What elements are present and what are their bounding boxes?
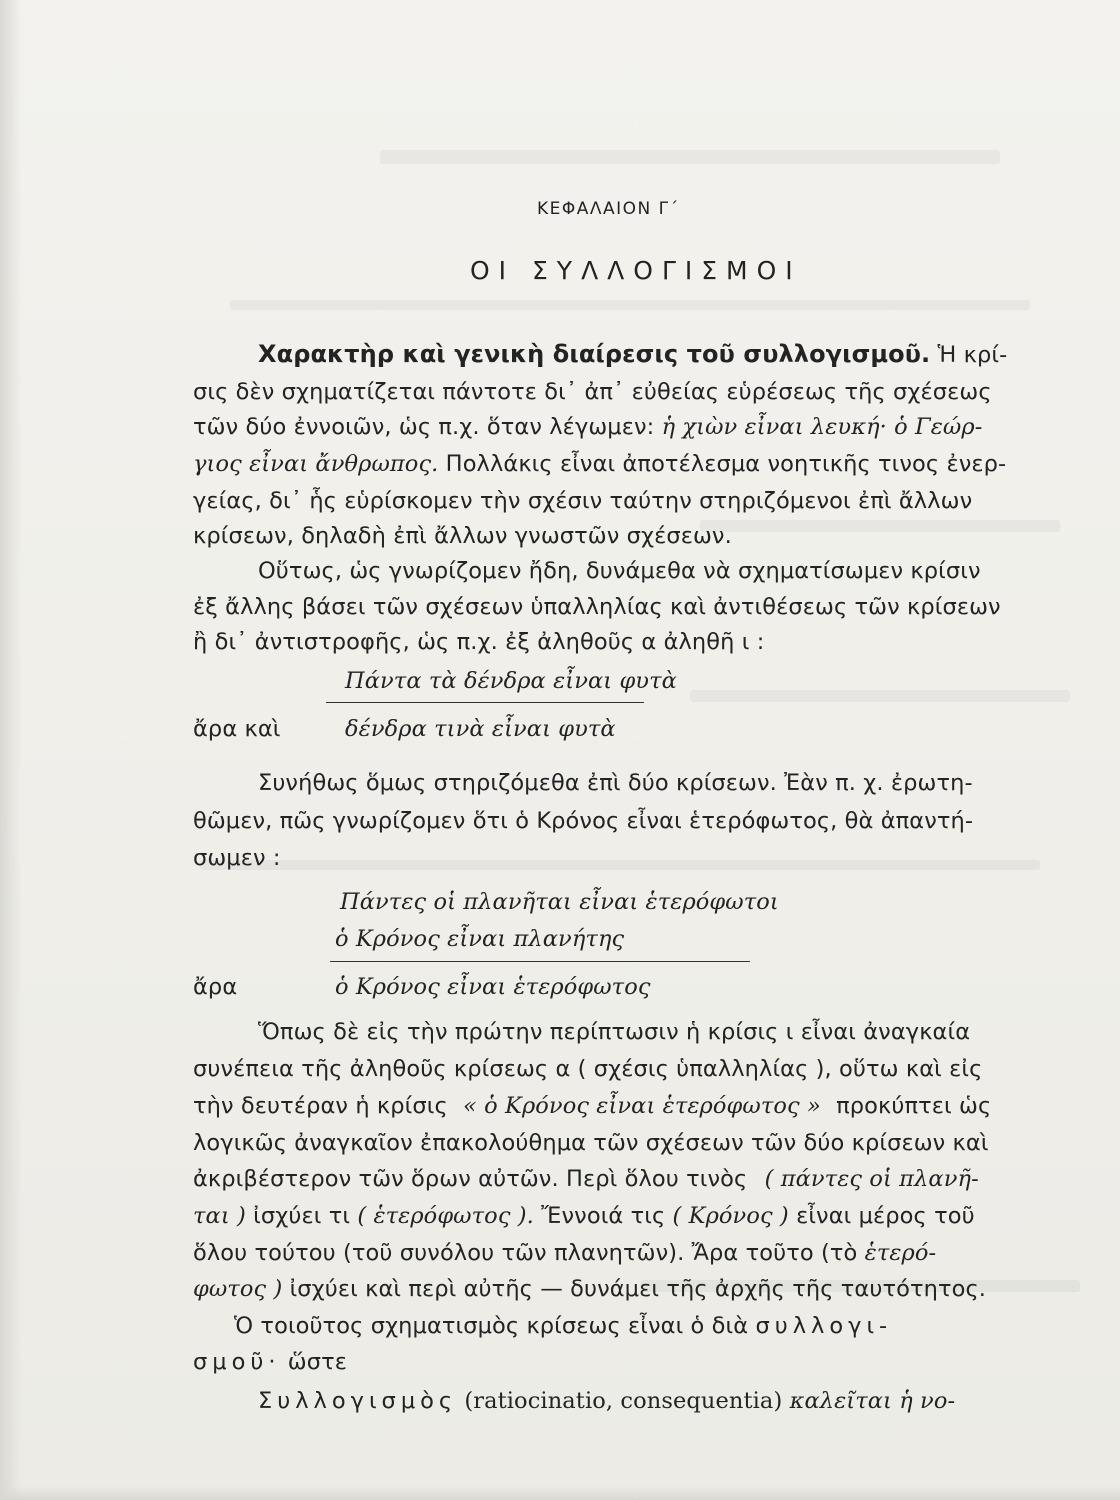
example-text: « ὁ Κρόνος εἶναι ἑτερόφωτος »	[463, 1093, 821, 1119]
para1-line2: σις δὲν σχηματίζεται πάντοτε δι᾽ ἀπ᾽ εὐθείας εὑρέσεως τῆς σχέσεως	[193, 379, 992, 405]
definition-term: Συλλογισμὸς	[258, 1388, 458, 1414]
latin-gloss: (ratiocinatio, consequentia)	[464, 1388, 783, 1414]
para4-line10	[193, 1351, 347, 1374]
syllogism2-rule	[330, 961, 750, 962]
para4-line1: Ὅπως δὲ εἰς τὴν πρώτην περίπτωσιν ἡ κρίσις ι εἶναι ἀναγκαία	[258, 1019, 971, 1045]
para2-line2: ἐξ ἄλλης βάσει τῶν σχέσεων ὑπαλληλίας καὶ ἀντιθέσεως τῶν κρίσεων	[193, 594, 1001, 620]
section-heading: Χαρακτὴρ καὶ γενικὴ διαίρεσις τοῦ συλλογισμοῦ.	[258, 340, 931, 368]
para1-line3	[193, 416, 982, 439]
example-text: γιος εἶναι ἄνθρωπος.	[193, 451, 439, 477]
para1-line6: κρίσεων, δηλαδὴ ἐπὶ ἄλλων γνωστῶν σχέσεων.	[193, 523, 732, 549]
para2-line3: ἢ δι᾽ ἀντιστροφῆς, ὡς π.χ. ἐξ ἀληθοῦς α ἀληθῆ ι :	[193, 629, 765, 655]
syllogism1-ara: ἄρα καὶ	[193, 716, 281, 742]
text-span: ὅλου τούτου (τοῦ συνόλου τῶν πλανητῶν). Ἄρα τοῦτο (τὸ	[193, 1240, 858, 1266]
para4-line6	[193, 1205, 975, 1228]
text-span: προκύπτει ὡς	[836, 1093, 992, 1119]
para1-line5: γείας, δι᾽ ἧς εὑρίσκομεν τὴν σχέσιν ταύτην στηριζόμενοι ἐπὶ ἄλλων	[193, 488, 973, 514]
para4-line9	[234, 1315, 892, 1338]
para5-line1	[258, 1390, 955, 1413]
syllogism1-rule	[326, 702, 644, 703]
syllogism1-conclusion: δένδρα τινὰ εἶναι φυτὰ	[345, 716, 616, 742]
para3-line2: θῶμεν, πῶς γνωρίζομεν ὅτι ὁ Κρόνος εἶναι ἑτερόφωτος, θὰ ἀπαντή-	[193, 808, 974, 834]
syllogism2-premise2: ὁ Κρόνος εἶναι πλανήτης	[335, 926, 625, 952]
example-text: ( ἑτερόφωτος ).	[357, 1203, 534, 1229]
text-span: ἀκριβέστερον τῶν ὅρων αὐτῶν. Περὶ ὅλου τινὸς	[193, 1166, 748, 1192]
text-span: Ἔννοιά τις	[541, 1203, 666, 1229]
text-span: ἰσχύει τι	[253, 1203, 351, 1229]
para1-line1	[258, 342, 1007, 367]
para4-line8	[193, 1278, 986, 1301]
chapter-title: ΟΙ ΣΥΛΛΟΓΙΣΜΟΙ	[470, 256, 802, 285]
para4-line4: λογικῶς ἀναγκαῖον ἐπακολούθημα τῶν σχέσεων τῶν δύο κρίσεων καὶ	[193, 1130, 989, 1156]
example-text: ( Κρόνος )	[672, 1203, 789, 1229]
example-text: καλεῖται ἡ νο-	[789, 1388, 956, 1414]
text-span: ἰσχύει καὶ περὶ αὐτῆς — δυνάμει τῆς ἀρχῆς τῆς ταυτότητος.	[289, 1276, 987, 1302]
text-span: εἶναι μέρος τοῦ	[796, 1203, 975, 1229]
para4-line3	[193, 1095, 991, 1118]
syllogism2-conclusion: ὁ Κρόνος εἶναι ἑτερόφωτος	[335, 974, 651, 1000]
para4-line5	[193, 1168, 979, 1191]
text-span: Πολλάκις εἶναι ἀποτέλεσμα νοητικῆς τινος ἐνερ-	[445, 451, 1007, 477]
syllogism1-premise: Πάντα τὰ δένδρα εἶναι φυτὰ	[345, 668, 677, 694]
text-span: Ὁ τοιοῦτος σχηματισμὸς κρίσεως εἶναι ὁ διὰ	[234, 1313, 749, 1339]
example-text: ( πάντες οἱ πλανῆ-	[764, 1166, 979, 1192]
example-text: ται )	[193, 1203, 246, 1229]
para3-line1: Συνήθως ὅμως στηριζόμεθα ἐπὶ δύο κρίσεων. Ἐὰν π. χ. ἐρωτη-	[258, 770, 973, 796]
text-span: τῶν δύο ἐννοιῶν, ὡς π.χ. ὅταν λέγωμεν:	[193, 414, 655, 440]
para4-line7	[193, 1242, 936, 1265]
example-text: ἡ χιὼν εἶναι λευκή· ὁ Γεώρ-	[661, 414, 983, 440]
text-span: Ἡ κρί-	[937, 342, 1008, 368]
syllogism2-premise1: Πάντες οἱ πλανῆται εἶναι ἑτερόφωτοι	[340, 889, 779, 915]
spaced-term: σμοῦ·	[193, 1349, 281, 1375]
para4-line2: συνέπεια τῆς ἀληθοῦς κρίσεως α ( σχέσις ὑπαλληλίας ), οὕτω καὶ εἰς	[193, 1056, 983, 1082]
example-text: ἑτερό-	[864, 1240, 937, 1266]
chapter-label: ΚΕΦΑΛΑΙΟΝ Γ΄	[537, 199, 680, 219]
example-text: φωτος )	[193, 1276, 283, 1302]
syllogism2-ara: ἄρα	[193, 974, 238, 1000]
spaced-term: συλλογι-	[755, 1313, 893, 1339]
text-span: ὥστε	[287, 1349, 347, 1375]
text-span: τὴν δευτέραν ἡ κρίσις	[193, 1093, 448, 1119]
para1-line4	[193, 453, 1006, 476]
para3-line3: σωμεν :	[193, 845, 281, 871]
para2-line1: Οὕτως, ὡς γνωρίζομεν ἤδη, δυνάμεθα νὰ σχηματίσωμεν κρίσιν	[258, 558, 981, 584]
